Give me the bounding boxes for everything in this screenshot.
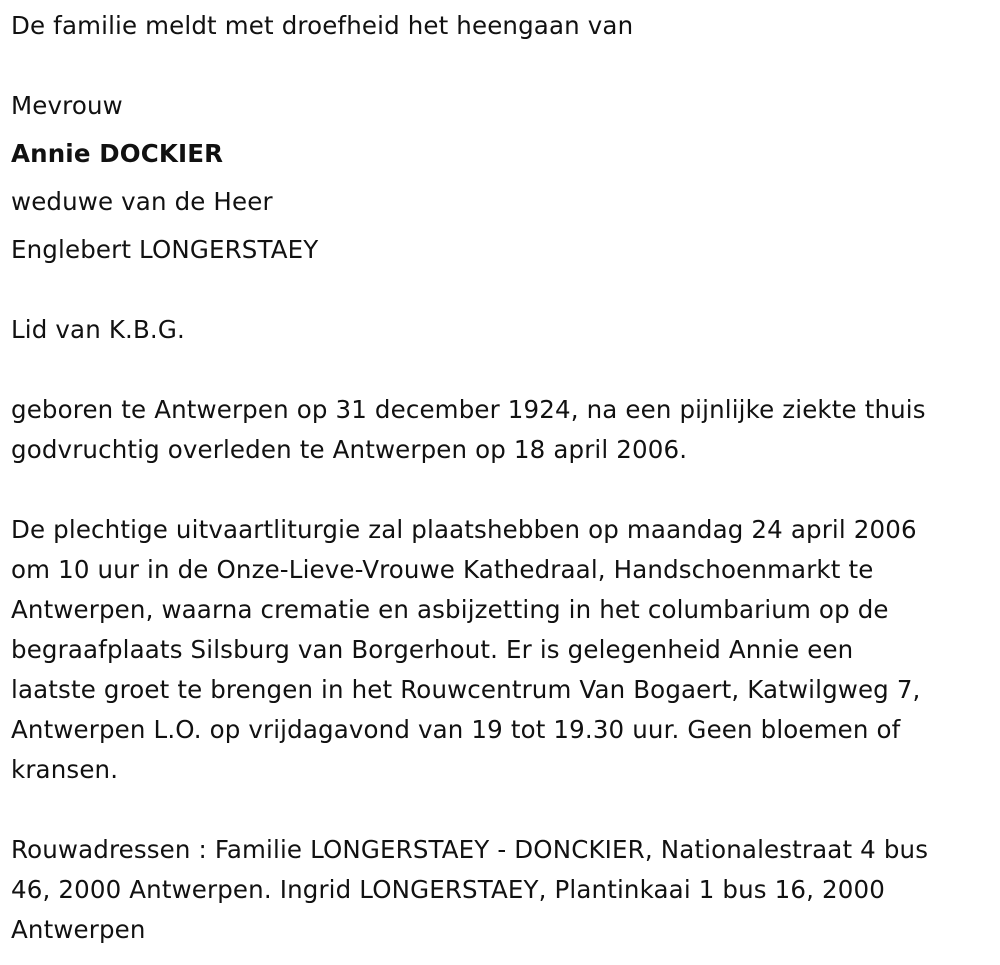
ceremony-line-3: Antwerpen, waarna crematie en asbijzetting in het columbarium op de: [11, 595, 889, 624]
intro-text: De familie meldt met droefheid het heengaan van: [11, 11, 634, 40]
addresses-line-3: Antwerpen: [11, 915, 146, 944]
ceremony-line-1: De plechtige uitvaartliturgie zal plaatshebben op maandag 24 april 2006: [11, 515, 917, 544]
addresses-line-1: Rouwadressen : Familie LONGERSTAEY - DONCKIER, Nationalestraat 4 bus: [11, 835, 929, 864]
addresses-line-2: 46, 2000 Antwerpen. Ingrid LONGERSTAEY, Plantinkaai 1 bus 16, 2000: [11, 875, 885, 904]
spouse-name: Englebert LONGERSTAEY: [11, 235, 319, 264]
ceremony-line-2: om 10 uur in de Onze-Lieve-Vrouwe Kathedraal, Handschoenmarkt te: [11, 555, 874, 584]
deceased-name: Annie DOCKIER: [11, 139, 224, 168]
membership-text: Lid van K.B.G.: [11, 315, 185, 344]
honorific: Mevrouw: [11, 91, 123, 120]
ceremony-line-6: Antwerpen L.O. op vrijdagavond van 19 tot 19.30 uur. Geen bloemen of: [11, 715, 901, 744]
ceremony-line-4: begraafplaats Silsburg van Borgerhout. Er is gelegenheid Annie een: [11, 635, 854, 664]
widow-of-text: weduwe van de Heer: [11, 187, 273, 216]
birth-death-line-2: godvruchtig overleden te Antwerpen op 18 april 2006.: [11, 435, 688, 464]
ceremony-line-7: kransen.: [11, 755, 119, 784]
ceremony-line-5: laatste groet te brengen in het Rouwcentrum Van Bogaert, Katwilgweg 7,: [11, 675, 921, 704]
birth-death-line-1: geboren te Antwerpen op 31 december 1924, na een pijnlijke ziekte thuis: [11, 395, 926, 424]
